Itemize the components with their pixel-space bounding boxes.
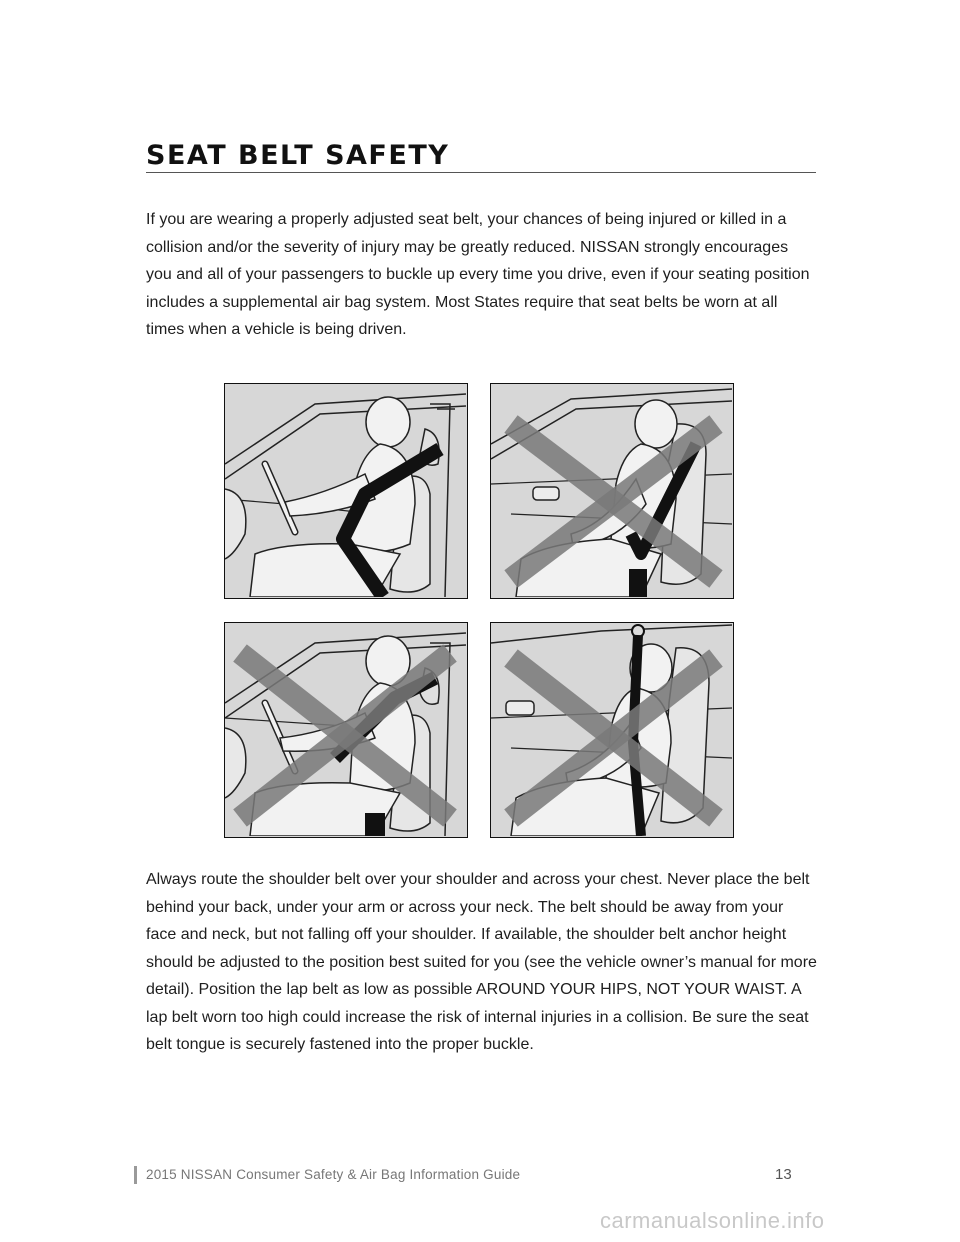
footer-guide-title: 2015 NISSAN Consumer Safety & Air Bag Information Guide (146, 1167, 521, 1182)
page-number: 13 (775, 1166, 792, 1183)
belt-behind-back-illustration (491, 623, 732, 836)
page-title: SEAT BELT SAFETY (146, 140, 450, 171)
body-paragraph: Always route the shoulder belt over your shoulder and across your chest. Never place the belt behind your back, under your arm or across your neck. The belt should be away from your face and neck, but not falling off your shoulder. If available, the shoulder belt anchor height should be adjusted to the position best suited for you (see the vehicle owner’s manual for more detail). Position the lap belt as low as possible AROUND YOUR HIPS, NOT YOUR WAIST. A lap belt worn too high could increase the risk of internal injuries in a collision. Be sure the seat belt tongue is securely fastened into the proper buckle. (146, 871, 817, 1053)
illustration-belt-under-arm (490, 383, 734, 599)
door-handle-icon (533, 487, 559, 500)
illustration-correct-belt-position (224, 383, 468, 599)
belt-under-arm-illustration (491, 384, 732, 597)
belt-across-neck-illustration (225, 623, 466, 836)
illustration-belt-across-neck (224, 622, 468, 838)
footer-accent-bar (134, 1166, 137, 1184)
door-handle-icon (506, 701, 534, 715)
watermark: carmanualsonline.info (600, 1208, 825, 1233)
intro-paragraph: If you are wearing a properly adjusted seat belt, your chances of being injured or killed in a collision and/or the severity of injury may be greatly reduced. NISSAN strongly encourages you and all of your passengers to buckle up every time you drive, even if your seating position includes a supplemental air bag system. Most States require that seat belts be worn at all times when a vehicle is being driven. (146, 211, 810, 338)
illustration-belt-behind-back (490, 622, 734, 838)
title-divider (146, 172, 816, 173)
driver-seated-illustration (225, 384, 466, 597)
